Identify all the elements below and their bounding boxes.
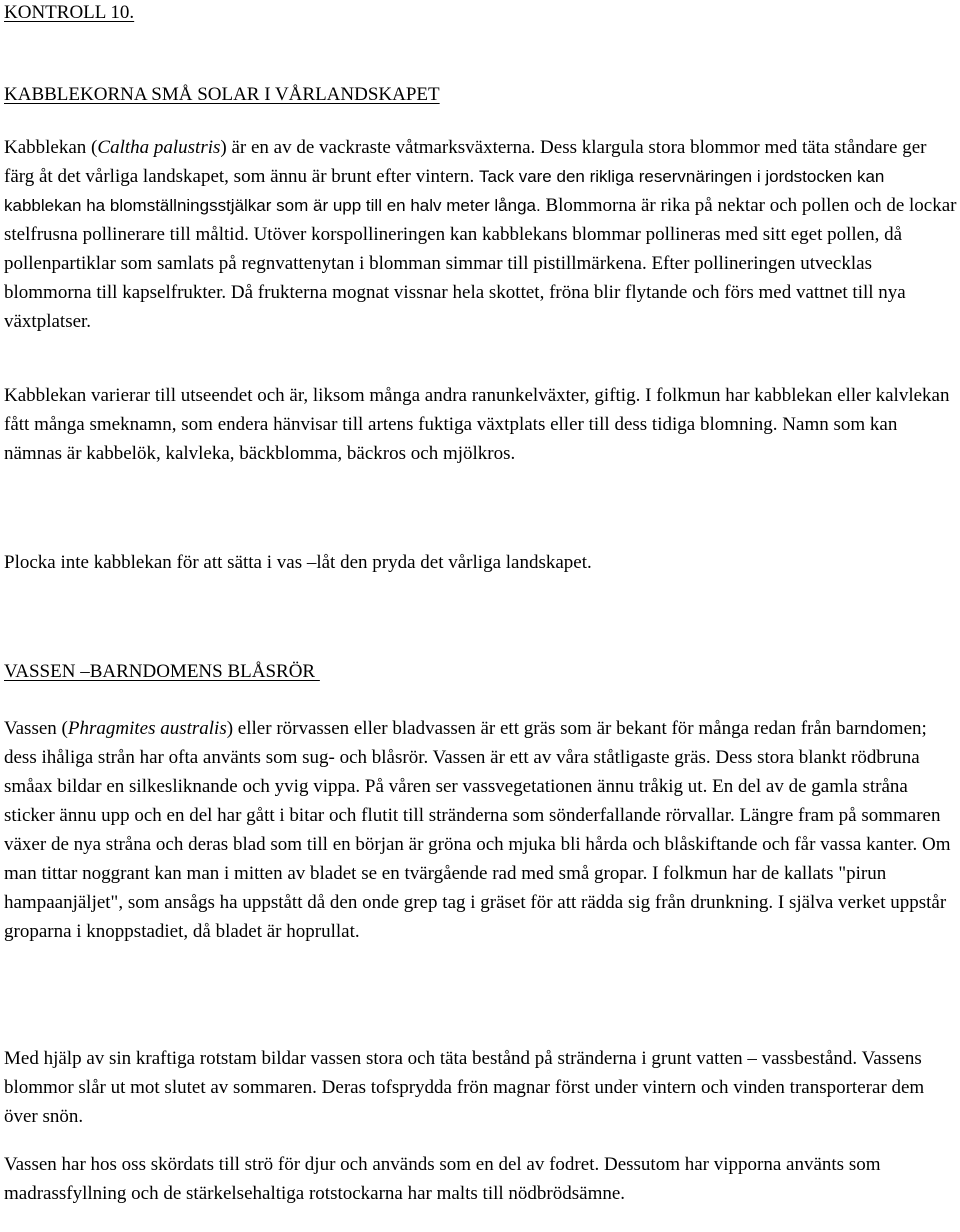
section2-p1-latin-name: Phragmites australis [67, 718, 227, 739]
section2-paragraph-1 [4, 714, 958, 946]
section1-p1-text-b: ) är en av de vackraste våtmarksväxterna. Dess klargula stora blommor med täta ståndare ger färg åt det vårliga landskapet, som ännu är brunt efter vintern. [4, 137, 927, 187]
document-title: KONTROLL 10. [4, 2, 135, 23]
section2-p1-text-b: ) eller rörvassen eller bladvassen är ett gräs som är bekant för många redan från barndomen; dess ihåliga strån har ofta använts som sug- och blåsrör. Vassen är ett av våra ståtligaste gräs. Dess stora blankt rödbruna småax bildar en silkesliknande och yvig vippa. På våren ser vassvegetationen ännu tråkig ut. En del av de gamla stråna sticker ännu upp och en del har gått i bitar och flutit till stränderna som sönderfallande rörvallar. Längre fram på sommaren växer de nya stråna och deras blad som till en början är gröna och mjuka bli hårda och blåskiftande och får vassa kanter. Om man tittar noggrant kan man i mitten av bladet se en tvärgående rad med små gropar. I folkmun har de kallats "pirun hampaanjäljet", som ansågs ha uppstått då den onde grep tag i gräset för att rädda sig från drunkning. I själva verket uppstår groparna i knoppstadiet, då bladet är hoprullat. [4, 718, 951, 942]
section1-paragraph-2: Kabblekan varierar till utseendet och är, liksom många andra ranunkelväxter, giftig. I folkmun har kabblekan eller kalvlekan fått många smeknamn, som endera hänvisar till artens fuktiga växtplats eller till dess tidiga blomning. Namn som kan nämnas är kabbelök, kalvleka, bäckblomma, bäckros och mjölkros. [4, 385, 950, 464]
section1-heading: KABBLEKORNA SMÅ SOLAR I VÅRLANDSKAPET [4, 84, 440, 105]
section1-paragraph-1 [4, 133, 958, 336]
section1-p1-text-e: Då frukterna mognat vissnar hela skottet, fröna blir flytande och förs med vattnet till nya växtplatser. [4, 282, 906, 332]
section1-p1-text-a: Kabblekan ( [4, 137, 98, 158]
section1-p1-text-c: Tack vare den rikliga reservnäringen i jordstocken kan kabblekan ha blomställningsstjälkar som är upp till en halv meter långa. [4, 167, 885, 215]
section2-heading: VASSEN –BARNDOMENS BLÅSRÖR [4, 661, 320, 682]
section1-p1-text-d: Blommorna är rika på nektar och pollen och de lockar stelfrusna pollinerare till måltid. Utöver korspollineringen kan kabblekans blommar pollineras med sitt eget pollen, då pollenpartiklar som samlats på regnvattenytan i blomman simmar till pistillmärkena. Efter pollineringen utvecklas blommorna till kapselfrukter. [4, 195, 957, 303]
section2-paragraph-3: Vassen har hos oss skördats till strö för djur och används som en del av fodret. Dessutom har vipporna använts som madrassfyllning och de stärkelsehaltiga rotstockarna har malts till nödbrödsämne. [4, 1154, 881, 1204]
section2-p1-text-a: Vassen ( [4, 718, 68, 739]
section2-paragraph-2: Med hjälp av sin kraftiga rotstam bildar vassen stora och täta bestånd på stränderna i grunt vatten – vassbestånd. Vassens blommor slår ut mot slutet av sommaren. Deras tofsprydda frön magnar först under vintern och vinden transporterar dem över snön. [4, 1048, 925, 1127]
section1-paragraph-3: Plocka inte kabblekan för att sätta i vas –låt den pryda det vårliga landskapet. [4, 552, 592, 573]
section1-p1-latin-name: Caltha palustris [97, 137, 221, 158]
